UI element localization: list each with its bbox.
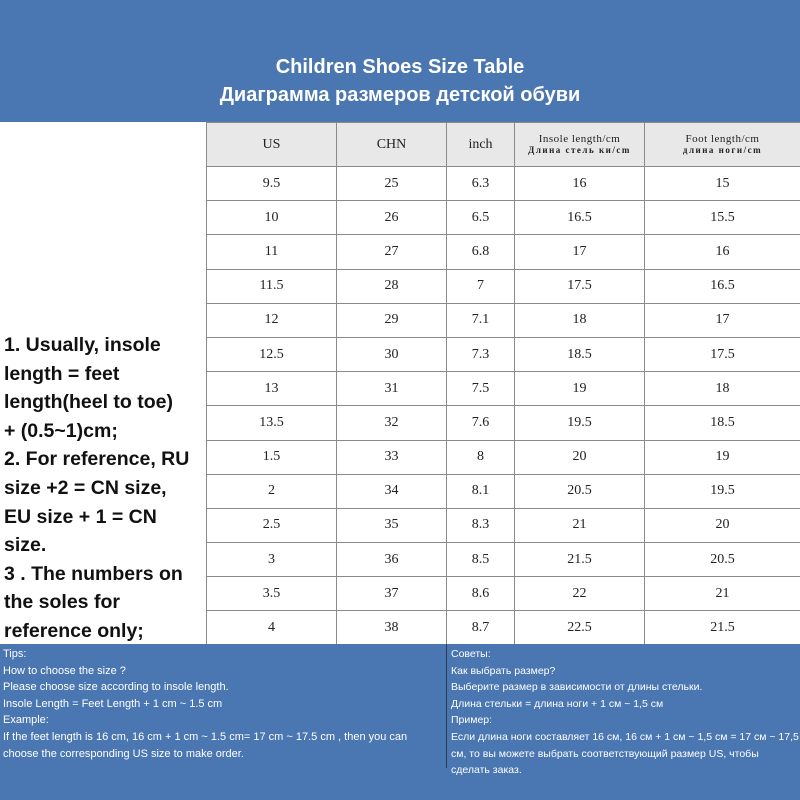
- cell-insole-length: 20.5: [515, 474, 645, 508]
- note-line: 2. For reference, RU: [4, 448, 190, 471]
- table-row: [207, 440, 800, 474]
- cell-us-size: 2.5: [207, 508, 337, 542]
- note-line: length(heel to toe): [4, 391, 173, 414]
- tips-example-label-ru: Пример:: [451, 714, 493, 727]
- tips-formula-ru: Длина стельки = длина ноги + 1 см ~ 1,5 см: [451, 697, 664, 710]
- tips-formula: Insole Length = Feet Length + 1 cm ~ 1.5 cm: [3, 697, 223, 710]
- note-line: reference only;: [4, 619, 144, 642]
- cell-insole-length: 16: [515, 167, 645, 201]
- header-insole-en: Insole length/cm: [538, 133, 621, 145]
- cell-us-size: 12: [207, 303, 337, 337]
- table-row: [207, 508, 800, 542]
- note-line: EU size + 1 = CN: [4, 505, 157, 528]
- cell-inch: 8.3: [447, 508, 515, 542]
- cell-foot-length: 18: [645, 372, 800, 406]
- table-row: [207, 235, 800, 269]
- cell-foot-length: 19: [645, 440, 800, 474]
- cell-inch: 7.1: [447, 303, 515, 337]
- tips-question: How to choose the size ?: [3, 664, 126, 677]
- note-line: 3 . The numbers on: [4, 562, 183, 585]
- size-table: [206, 122, 800, 646]
- header-foot-length: [645, 123, 800, 167]
- note-line: + (0.5~1)cm;: [4, 419, 118, 442]
- cell-chn-size: 37: [337, 577, 447, 611]
- tips-russian: [451, 646, 799, 779]
- cell-inch: 8.5: [447, 543, 515, 577]
- header-insole-ru: Длина стель ки/cm: [528, 145, 631, 155]
- tips-answer: Please choose size according to insole length.: [3, 681, 229, 694]
- cell-insole-length: 18.5: [515, 337, 645, 371]
- cell-inch: 8: [447, 440, 515, 474]
- table-row: [207, 406, 800, 440]
- tips-answer-ru: Выберите размер в зависимости от длины стельки.: [451, 681, 703, 694]
- cell-chn-size: 32: [337, 406, 447, 440]
- cell-us-size: 13: [207, 372, 337, 406]
- table-row: [207, 201, 800, 235]
- cell-chn-size: 35: [337, 508, 447, 542]
- cell-inch: 6.5: [447, 201, 515, 235]
- cell-foot-length: 20: [645, 508, 800, 542]
- cell-us-size: 11: [207, 235, 337, 269]
- table-header-row: [207, 123, 800, 167]
- cell-chn-size: 30: [337, 337, 447, 371]
- cell-inch: 7: [447, 269, 515, 303]
- cell-chn-size: 29: [337, 303, 447, 337]
- cell-us-size: 10: [207, 201, 337, 235]
- cell-us-size: 13.5: [207, 406, 337, 440]
- cell-inch: 8.6: [447, 577, 515, 611]
- cell-inch: 8.1: [447, 474, 515, 508]
- header-foot-ru: длина ноги/cm: [682, 145, 763, 155]
- table-row: [207, 611, 800, 645]
- tips-title-ru: Советы:: [451, 648, 491, 660]
- cell-insole-length: 19: [515, 372, 645, 406]
- size-notes: [4, 331, 209, 646]
- cell-insole-length: 21: [515, 508, 645, 542]
- cell-inch: 8.7: [447, 611, 515, 645]
- cell-insole-length: 21.5: [515, 543, 645, 577]
- cell-foot-length: 21: [645, 577, 800, 611]
- tips-example-ru: Если длина ноги составляет 16 см, 16 см + 1 см ~ 1,5 см = 17 см ~ 17,5 см, то вы можете выбрать соответствующий размер US, чтобы сделать заказ.: [451, 730, 799, 777]
- tips-english: [3, 646, 443, 762]
- tips-question-ru: Как выбрать размер?: [451, 664, 556, 677]
- cell-insole-length: 19.5: [515, 406, 645, 440]
- header-insole-length: [515, 123, 645, 167]
- cell-us-size: 12.5: [207, 337, 337, 371]
- header-chn: CHN: [337, 123, 447, 167]
- cell-us-size: 9.5: [207, 167, 337, 201]
- cell-foot-length: 16: [645, 235, 800, 269]
- cell-us-size: 11.5: [207, 269, 337, 303]
- cell-inch: 6.8: [447, 235, 515, 269]
- cell-chn-size: 34: [337, 474, 447, 508]
- cell-chn-size: 33: [337, 440, 447, 474]
- header-foot-en: Foot length/cm: [685, 133, 760, 145]
- cell-us-size: 2: [207, 474, 337, 508]
- cell-foot-length: 20.5: [645, 543, 800, 577]
- cell-chn-size: 26: [337, 201, 447, 235]
- table-row: [207, 372, 800, 406]
- table-row: [207, 269, 800, 303]
- cell-inch: 7.5: [447, 372, 515, 406]
- note-line: length = feet: [4, 362, 120, 385]
- table-row: [207, 303, 800, 337]
- cell-inch: 7.6: [447, 406, 515, 440]
- cell-insole-length: 17: [515, 235, 645, 269]
- cell-chn-size: 28: [337, 269, 447, 303]
- header-inch: inch: [447, 123, 515, 167]
- tips-example: If the feet length is 16 cm, 16 cm + 1 cm ~ 1.5 cm= 17 cm ~ 17.5 cm , then you can choose the corresponding US size to make order.: [3, 730, 408, 760]
- header-us: US: [207, 123, 337, 167]
- note-line: 1. Usually, insole: [4, 334, 161, 356]
- cell-chn-size: 27: [337, 235, 447, 269]
- cell-inch: 7.3: [447, 337, 515, 371]
- cell-insole-length: 16.5: [515, 201, 645, 235]
- title-english: Children Shoes Size Table: [275, 56, 525, 78]
- table-row: [207, 543, 800, 577]
- tips-example-label: Example:: [3, 714, 49, 727]
- cell-chn-size: 36: [337, 543, 447, 577]
- cell-us-size: 4: [207, 611, 337, 645]
- cell-foot-length: 18.5: [645, 406, 800, 440]
- tips-panel: [0, 644, 800, 800]
- cell-inch: 6.3: [447, 167, 515, 201]
- table-row: [207, 577, 800, 611]
- header-banner: [0, 0, 800, 122]
- table-row: [207, 167, 800, 201]
- cell-insole-length: 17.5: [515, 269, 645, 303]
- cell-us-size: 3.5: [207, 577, 337, 611]
- note-line: size +2 = CN size,: [4, 476, 167, 499]
- cell-us-size: 3: [207, 543, 337, 577]
- cell-chn-size: 25: [337, 167, 447, 201]
- cell-foot-length: 15.5: [645, 201, 800, 235]
- cell-foot-length: 17.5: [645, 337, 800, 371]
- table-row: [207, 474, 800, 508]
- cell-us-size: 1.5: [207, 440, 337, 474]
- cell-chn-size: 31: [337, 372, 447, 406]
- table-row: [207, 337, 800, 371]
- cell-insole-length: 22.5: [515, 611, 645, 645]
- cell-foot-length: 17: [645, 303, 800, 337]
- cell-insole-length: 22: [515, 577, 645, 611]
- note-line: the soles for: [4, 591, 120, 614]
- cell-foot-length: 15: [645, 167, 800, 201]
- note-line: size.: [4, 534, 47, 557]
- cell-chn-size: 38: [337, 611, 447, 645]
- tips-divider: [446, 644, 447, 768]
- cell-foot-length: 21.5: [645, 611, 800, 645]
- cell-foot-length: 16.5: [645, 269, 800, 303]
- cell-insole-length: 18: [515, 303, 645, 337]
- title-russian: Диаграмма размеров детской обуви: [219, 84, 581, 106]
- tips-title: Tips:: [3, 648, 27, 660]
- cell-foot-length: 19.5: [645, 474, 800, 508]
- cell-insole-length: 20: [515, 440, 645, 474]
